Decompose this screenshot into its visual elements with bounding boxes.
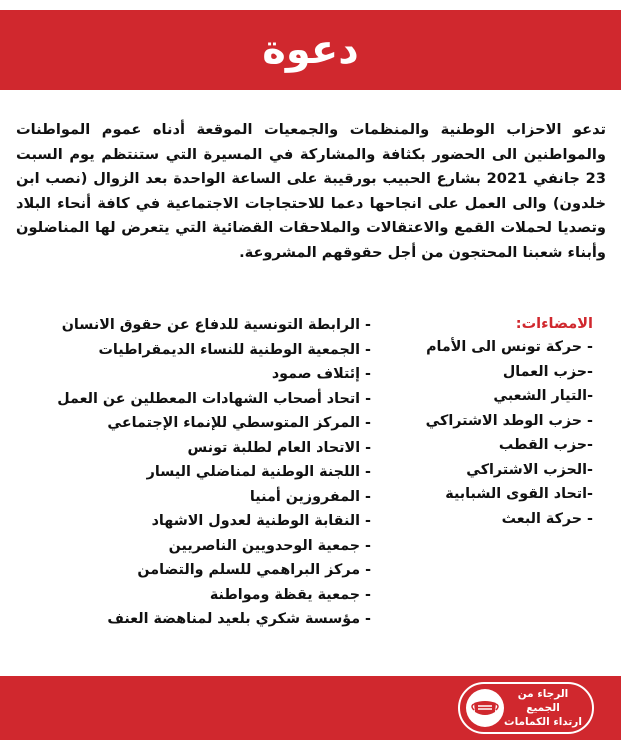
list-item: - المركز المتوسطي للإنماء الإجتماعي xyxy=(107,415,371,431)
list-item: -حزب العمال xyxy=(502,363,593,380)
list-item: - حزب الوطد الاشتراكي xyxy=(425,412,593,429)
list-item: - جمعية يقظة ومواطنة xyxy=(209,586,371,603)
list-item: - الرابطة التونسية للدفاع عن حقوق الانسان xyxy=(61,317,371,333)
mask-reminder-text xyxy=(502,687,584,729)
list-item: - الاتحاد العام لطلبة تونس xyxy=(187,439,371,456)
face-mask-icon xyxy=(466,689,504,727)
list-item: -التيار الشعبي xyxy=(493,388,593,404)
list-item: - اتحاد أصحاب الشهادات المعطلين عن العمل xyxy=(57,390,371,407)
list-item: - مؤسسة شكري بلعيد لمناهضة العنف xyxy=(107,611,371,627)
list-item: - حركة البعث xyxy=(501,510,593,527)
signatures-title: الامضاءات: xyxy=(515,316,593,332)
list-item: - الجمعية الوطنية للنساء الديمقراطيات xyxy=(98,341,371,358)
header-banner xyxy=(0,10,621,90)
header xyxy=(0,0,621,100)
page-title: دعوة xyxy=(262,27,359,73)
list-item: - النقابة الوطنية لعدول الاشهاد xyxy=(151,513,371,529)
list-item: - جمعية الوحدويين الناصريين xyxy=(168,537,371,554)
invitation-text: تدعو الاحزاب الوطنية والمنظمات والجمعيات الموقعة أدناه عموم المواطنات والمواطنين الى الحضور بكثافة والمشاركة في المسيرة التي ستنتظم يوم السبت 23 جانفي 2021 بشارع الحبيب بورقيبة على الساعة الواحدة بعد الزوال (نصب ابن خلدون) والى العمل على انجاحها دعما للاحتجاجات الاجتماعية في كافة أنحاء البلاد وتصديا لحملات القمع والاعتقالات والملاحقات القضائية التي يتعرض لها المناضلون وأبناء شعبنا المحتجون من أجل حقوقهم المشروعة. xyxy=(16,121,606,261)
organizations-list xyxy=(31,313,371,632)
list-item: -حزب القطب xyxy=(498,437,593,453)
list-item: - إئتلاف صمود xyxy=(271,366,371,382)
list-item: - المفروزين أمنيا xyxy=(249,488,371,505)
parties-list xyxy=(383,313,593,531)
list-item: - حركة تونس الى الأمام xyxy=(426,339,593,355)
list-item: -اتحاد القوى الشبابية xyxy=(445,486,593,502)
list-item: - اللجنة الوطنية لمناضلي اليسار xyxy=(146,464,371,480)
mask-reminder-line2: ارتداء الكمامات xyxy=(504,716,582,728)
list-item: - مركز البراهمي للسلم والتضامن xyxy=(137,562,371,578)
mask-reminder-line1: الرجاء من الجميع xyxy=(517,688,569,714)
list-item: -الحزب الاشتراكي xyxy=(466,461,593,478)
